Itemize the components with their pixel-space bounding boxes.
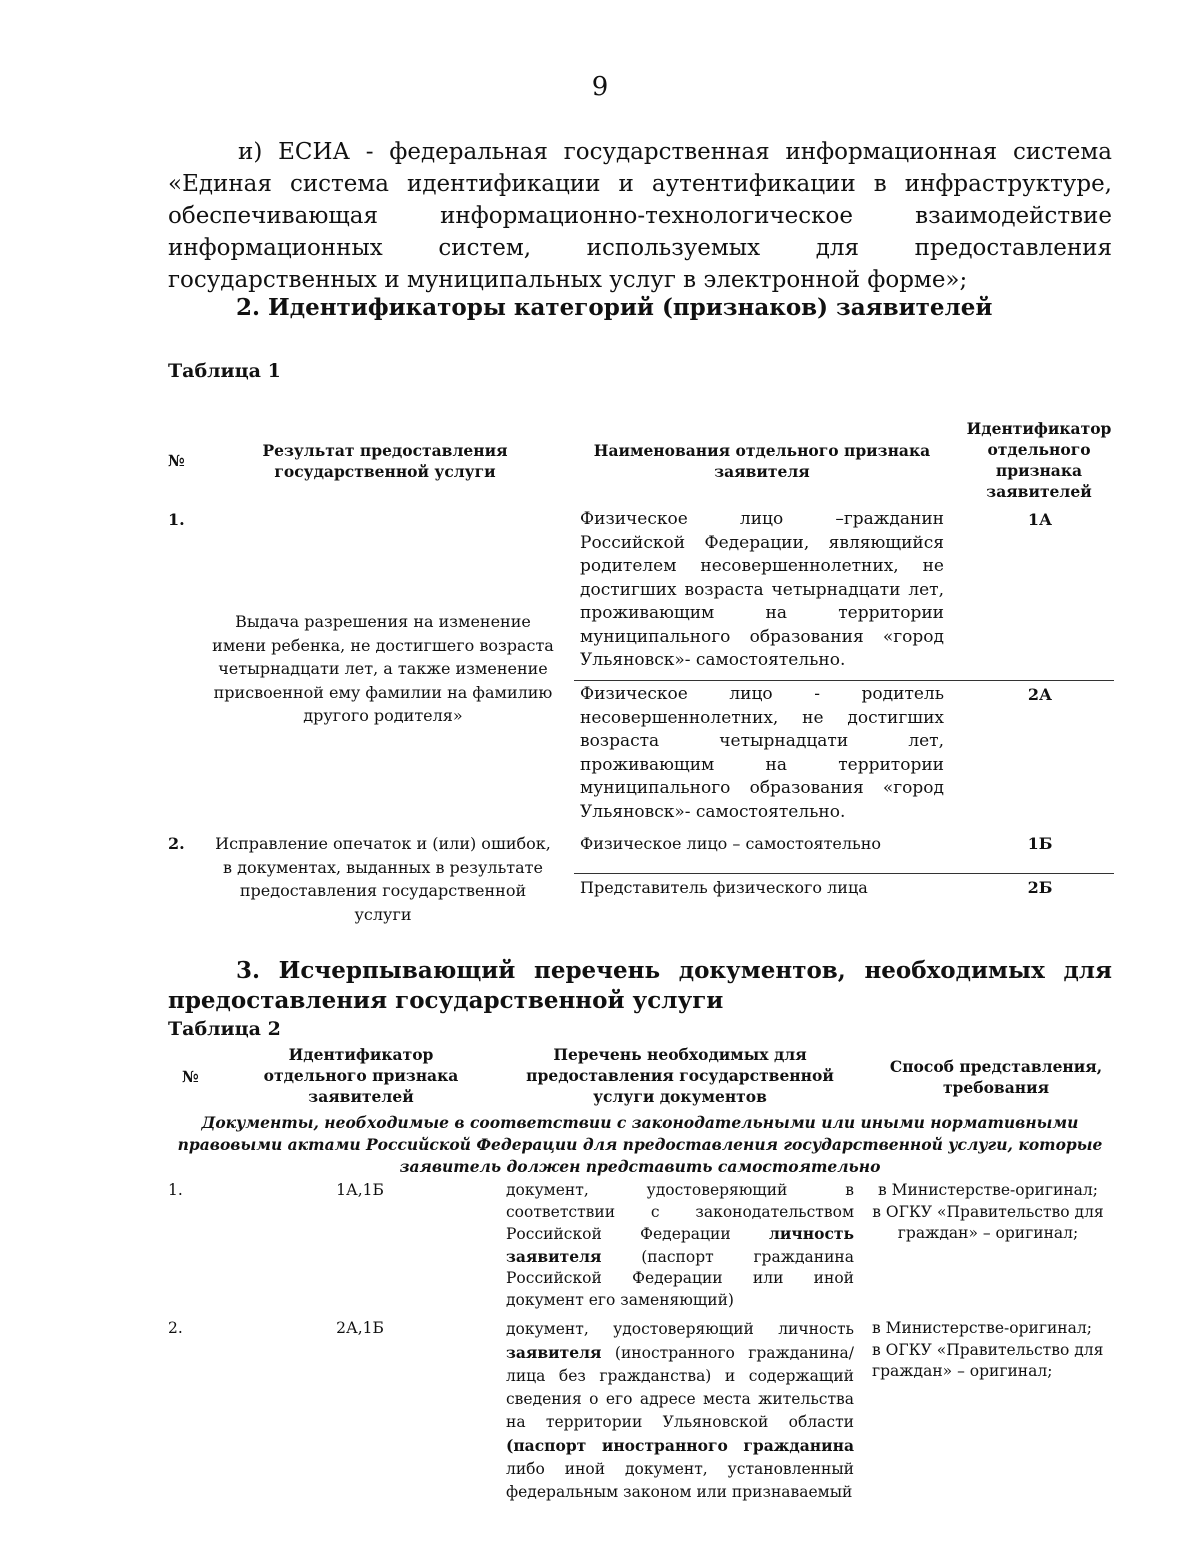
t2-row1-doc [506,1180,854,1311]
section-3-heading [168,956,1112,1016]
t2-subheader: Документы, необходимые в соответствии с законодательными или иными нормативными правовыми актами Российской Федерации для предоставления государственной услуги, которые заявитель должен представить самостоятельно [177,1113,1103,1176]
t2-row2-doc-b: заявителя [506,1343,602,1362]
t2-row2-doc-e: либо иной документ, установленный федеральным законом или признаваемый [506,1460,854,1501]
t1-row-divider [574,680,1114,681]
t1-row1-item2-name: Физическое лицо - родитель несовершеннолетних, не достигших возраста четырнадцати лет, проживающим на территории муниципального образования «город Ульяновск»- самостоятельно. [580,684,944,822]
t1-row2-divider [574,873,1114,874]
t1-header-result: Результат предоставления государственной услуги [262,441,508,481]
section-3-word1: Исчерпывающий [278,957,516,984]
t1-row1-item1-id: 1А [1027,510,1053,529]
t2-header-num: № [182,1067,199,1086]
t1-row2-result: Исправление опечаток и (или) ошибок, в документах, выданных в результате предоставления государственной услуги [215,834,551,924]
intro-text: и) ЕСИА - федеральная государственная информационная система «Единая система идентификации и аутентификации в инфраструктуре, обеспечивающая информационно-технологическое взаимодействие информационных систем, используемых для предоставления государственных и муниципальных услуг в электронной форме»; [168,139,1112,293]
t1-row2-item2-name: Представитель физического лица [580,878,868,897]
t2-row1-num: 1. [168,1181,183,1199]
t2-row1-method: в Министерстве-оригинал; в ОГКУ «Правительство для граждан» – оригинал; [872,1181,1104,1242]
t2-row2-method: в Министерстве-оригинал; в ОГКУ «Правительство для граждан» – оригинал; [872,1319,1104,1380]
t1-header-name: Наименования отдельного признака заявителя [593,441,931,481]
intro-paragraph [168,136,1112,296]
t2-row2-doc-c: (иностранного гражданина/ лица без гражданства) и содержащий сведения о его адресе места жительства на территории Ульяновской области [506,1344,854,1431]
t2-header-method: Способ представления, требования [889,1057,1103,1097]
t1-row1-num: 1. [168,510,185,529]
t2-row1-doc-b: личность заявителя [506,1224,854,1266]
t1-row1-result: Выдача разрешения на изменение имени ребенка, не достигшего возраста четырнадцати лет, а также изменение присвоенной ему фамилии на фамилию другого родителя» [212,612,554,725]
t1-header-num: № [168,451,185,470]
section-2-heading: 2. Идентификаторы категорий (признаков) заявителей [236,294,993,321]
table-1-caption: Таблица 1 [168,360,281,382]
section-3-word4: необходимых [864,957,1045,984]
section-3-word5: для [1063,957,1112,984]
t2-header-id: Идентификатор отдельного признака заявителей [263,1045,459,1106]
section-3-line2: предоставления государственной услуги [168,987,724,1014]
section-3-word3: документов, [678,957,846,984]
t2-row2-id: 2А,1Б [336,1319,384,1337]
t2-row2-num: 2. [168,1319,183,1337]
t1-row2-item1-name: Физическое лицо – самостоятельно [580,834,882,853]
t2-row2-doc-a: документ, удостоверяющий личность [506,1320,854,1338]
section-3-num: 3. [236,957,261,984]
t2-row1-doc-a: документ, удостоверяющий в соответствии с законодательством Российской Федерации [506,1181,854,1243]
t1-row2-item2-id: 2Б [1027,878,1053,897]
t2-row1-id: 1А,1Б [336,1181,384,1199]
page-number: 9 [591,72,609,102]
t2-header-docs: Перечень необходимых для предоставления государственной услуги документов [526,1045,834,1106]
t1-header-id: Идентификатор отдельного признака заявителей [966,419,1112,501]
t2-row2-doc [506,1318,854,1504]
t1-row2-num: 2. [168,834,185,853]
t1-row1-item1-name: Физическое лицо –гражданин Российской Федерации, являющийся родителем несовершеннолетних, не достигших возраста четырнадцати лет, проживающим на территории муниципального образования «город Ульяновск»- самостоятельно. [580,509,944,670]
t1-row1-item2-id: 2А [1027,685,1053,704]
t2-row1-doc-c: (паспорт гражданина Российской Федерации или иной документ его заменяющий) [506,1247,854,1309]
t1-row2-item1-id: 1Б [1027,834,1053,853]
t2-row2-doc-d: (паспорт иностранного гражданина [506,1436,854,1455]
table-2-caption: Таблица 2 [168,1018,281,1040]
section-3-word2: перечень [533,957,661,984]
